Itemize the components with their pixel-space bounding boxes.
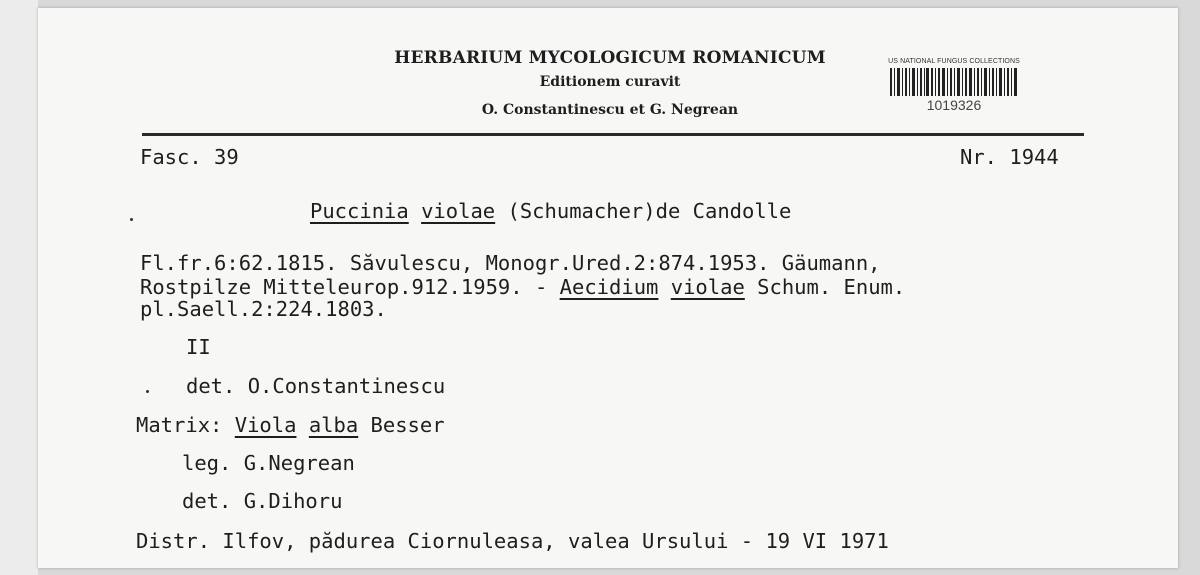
species-authority: (Schumacher)de Candolle (507, 199, 792, 223)
reference-line-1: Fl.fr.6:62.1815. Săvulescu, Monogr.Ured.2:874.1953. Gäumann, (140, 251, 881, 275)
barcode-sticker (884, 58, 1024, 124)
header-divider (142, 133, 1084, 136)
host-matrix (136, 414, 445, 436)
species-genus: Puccinia (310, 199, 409, 223)
locality-and-date: Distr. Ilfov, pădurea Ciornuleasa, valea Ursului - 19 VI 1971 (136, 529, 889, 553)
species-epithet: violae (421, 199, 496, 223)
collector: leg. G.Negrean (182, 451, 355, 475)
host-epithet: alba (308, 413, 359, 437)
synonym-genus: Aecidium (559, 275, 659, 299)
fascicle-number: Fasc. 39 (140, 145, 239, 169)
host-genus: Viola (234, 413, 297, 437)
specimen-number: Nr. 1944 (960, 145, 1059, 169)
reference-line-2-end: Schum. Enum. (744, 275, 906, 299)
spore-stage: II (186, 335, 211, 359)
reference-line-2 (140, 276, 905, 298)
barcode-icon (888, 68, 1020, 96)
scan-margin (0, 0, 38, 575)
synonym-epithet: violae (670, 275, 745, 299)
ink-speck (130, 218, 133, 221)
herbarium-editors: O. Constantinescu et G. Negrean (481, 102, 739, 118)
reference-line-3: pl.Saell.2:224.1803. (140, 297, 387, 321)
host-authority: Besser (358, 413, 445, 437)
label-header (360, 48, 860, 118)
matrix-label: Matrix: (136, 413, 235, 437)
barcode-caption: US NATIONAL FUNGUS COLLECTIONS (888, 58, 1020, 65)
barcode-number: 1019326 (926, 97, 982, 113)
herbarium-title: HERBARIUM MYCOLOGICUM ROMANICUM (394, 48, 826, 68)
ink-speck (146, 390, 149, 393)
species-name (310, 200, 791, 222)
herbarium-subtitle: Editionem curavit (539, 74, 681, 90)
determiner-2: det. G.Dihoru (182, 489, 343, 513)
reference-line-2-start: Rostpilze Mitteleurop.912.1959. - (140, 275, 560, 299)
determiner-1: det. O.Constantinescu (186, 374, 446, 398)
